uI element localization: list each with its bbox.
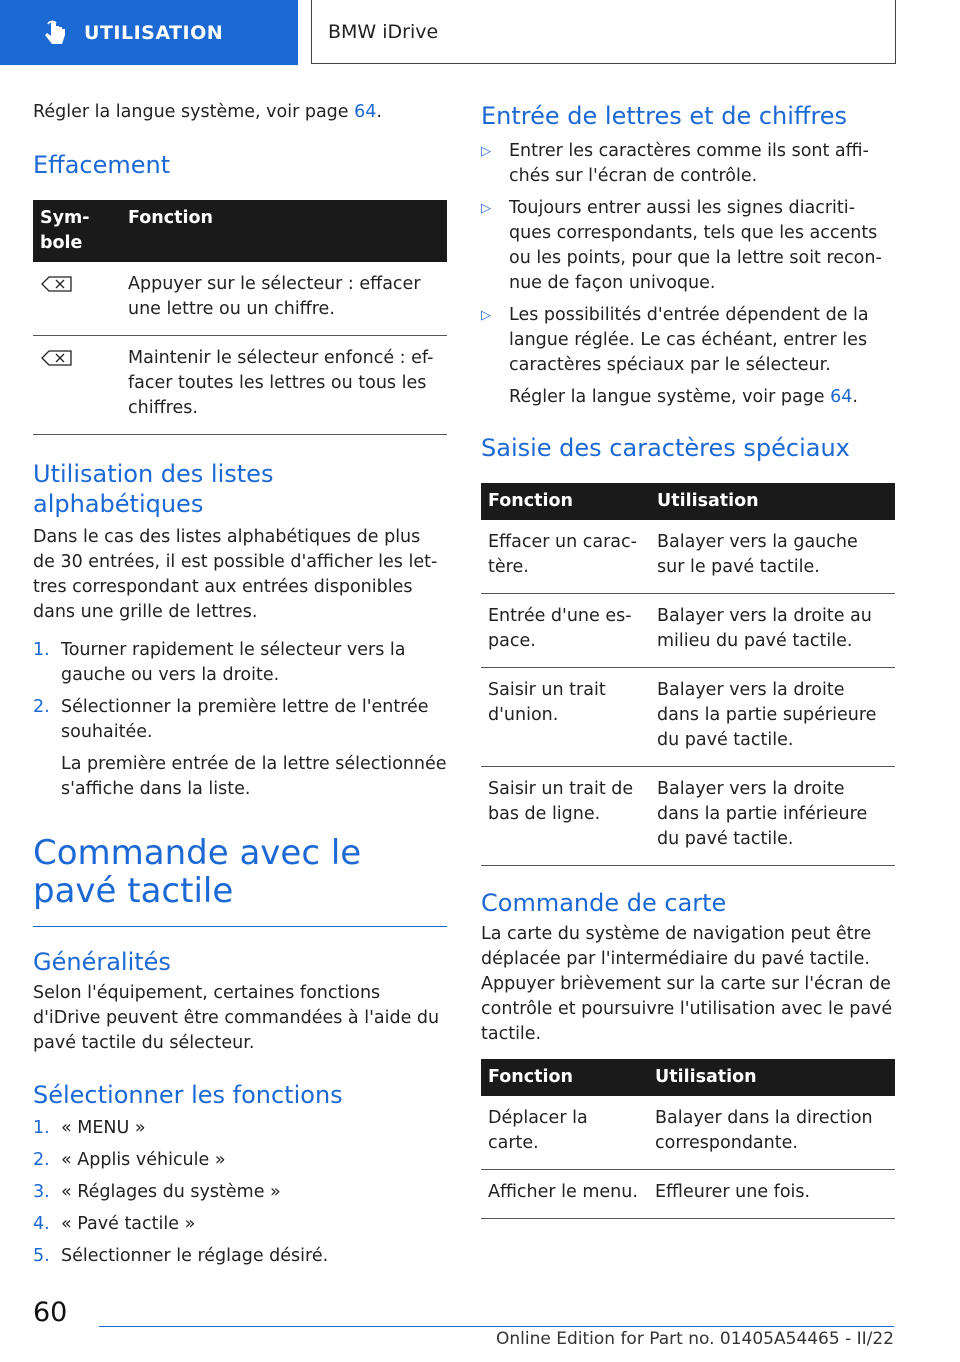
table-header-function: Fonction [481, 483, 650, 520]
bullet-item: ▷ Toujours entrer aussi les signes diacriti-ques correspondants, tels que les accents ou les points, pour que la lettre soit recon-nue de façon univoque. [481, 198, 882, 293]
list-item: 5. Sélectionner le réglage désiré. [33, 1246, 329, 1266]
table-row: Afficher le menu. Effleurer une fois. [481, 1170, 895, 1219]
chapter-title: BMW iDrive [328, 20, 439, 43]
touch-hand-icon [40, 18, 70, 48]
bullet-item: ▷ Entrer les caractères comme ils sont affi-chés sur l'écran de contrôle. [481, 141, 869, 186]
chapter-header [311, 0, 896, 64]
table-cell: Maintenir le sélecteur enfoncé : ef-facer toutes les lettres ou tous les chiffres. [121, 336, 447, 435]
list-item: 1. Tourner rapidement le sélecteur vers la gauche ou vers la droite. [33, 640, 406, 685]
section-title: UTILISATION [84, 21, 224, 44]
alpha-steps [33, 638, 447, 802]
entry-bullets [481, 139, 895, 410]
table-header-usage: Utilisation [648, 1059, 895, 1096]
entry-heading: Entrée de lettres et de chiffres [481, 102, 848, 130]
list-item: 2. « Applis véhicule » [33, 1150, 226, 1170]
list-item: 2. Sélectionner la première lettre de l'entrée souhaitée. [33, 697, 429, 742]
entry-note: Régler la langue système, voir page 64. [509, 387, 858, 407]
table-header-symbol: Sym- bole [33, 200, 121, 262]
alpha-note: La première entrée de la lettre sélectionnée s'affiche dans la liste. [61, 754, 447, 799]
map-heading: Commande de carte [481, 889, 727, 917]
list-item: 3. « Réglages du système » [33, 1182, 281, 1202]
divider [33, 926, 447, 927]
touchpad-heading: Commande avec le pavé tactile [33, 833, 362, 911]
special-heading: Saisie des caractères spéciaux [481, 434, 850, 462]
table-row: Déplacer la carte. Balayer dans la direction correspondante. [481, 1096, 895, 1170]
page-link[interactable]: 64 [830, 387, 853, 407]
edition-text: Online Edition for Part no. 01405A54465 - II/22 [495, 1329, 894, 1349]
list-item: 4. « Pavé tactile » [33, 1214, 196, 1234]
left-column [33, 100, 447, 1269]
right-column [481, 101, 895, 1219]
table-header-function: Fonction [121, 200, 447, 262]
general-heading: Généralités [33, 948, 171, 976]
table-row [33, 262, 447, 336]
alpha-paragraph: Dans le cas des listes alphabétiques de plus de 30 entrées, il est possible d'afficher les let-tres correspondant aux entrées disponibles dans une grille de lettres. [33, 527, 438, 622]
table-row: Saisir un trait d'union. Balayer vers la droite dans la partie supérieure du pavé tactile. [481, 668, 895, 767]
page-number: 60 [33, 1297, 68, 1328]
special-table [481, 483, 895, 866]
table-row: Entrée d'une es-pace. Balayer vers la droite au milieu du pavé tactile. [481, 594, 895, 668]
map-paragraph: La carte du système de navigation peut être déplacée par l'intermédiaire du pavé tactile. Appuyer brièvement sur la carte sur l'écran de contrôle et poursuivre l'utilisation avec le pavé tactile. [481, 924, 893, 1044]
table-row: Saisir un trait de bas de ligne. Balayer vers la droite dans la partie inférieure du pavé tactile. [481, 767, 895, 866]
section-tab [0, 0, 298, 65]
table-row: Effacer un carac-tère. Balayer vers la gauche sur le pavé tactile. [481, 520, 895, 594]
alpha-heading: Utilisation des listes alphabétiques [33, 460, 274, 518]
intro-text: Régler la langue système, voir page [33, 102, 349, 122]
list-item: 1. « MENU » [33, 1118, 146, 1138]
map-table [481, 1059, 895, 1219]
table-header-function: Fonction [481, 1059, 648, 1096]
footer-divider [99, 1326, 894, 1327]
select-steps [33, 1116, 447, 1269]
effacement-heading: Effacement [33, 151, 171, 179]
table-cell: Appuyer sur le sélecteur : effacer une lettre ou un chiffre. [121, 262, 447, 336]
page-link[interactable]: 64 [354, 102, 377, 122]
effacement-table [33, 200, 447, 435]
backspace-icon [40, 275, 74, 293]
intro-paragraph: Régler la langue système, voir page 64. [33, 102, 382, 122]
backspace-icon [40, 349, 74, 367]
table-header-usage: Utilisation [650, 483, 895, 520]
bullet-item: ▷ Les possibilités d'entrée dépendent de la langue réglée. Le cas échéant, entrer les caractères spéciaux par le sélecteur. [481, 305, 869, 375]
general-paragraph: Selon l'équipement, certaines fonctions d'iDrive peuvent être commandées à l'aide du pavé tactile du sélecteur. [33, 983, 440, 1053]
select-heading: Sélectionner les fonctions [33, 1081, 343, 1109]
table-row [33, 336, 447, 435]
